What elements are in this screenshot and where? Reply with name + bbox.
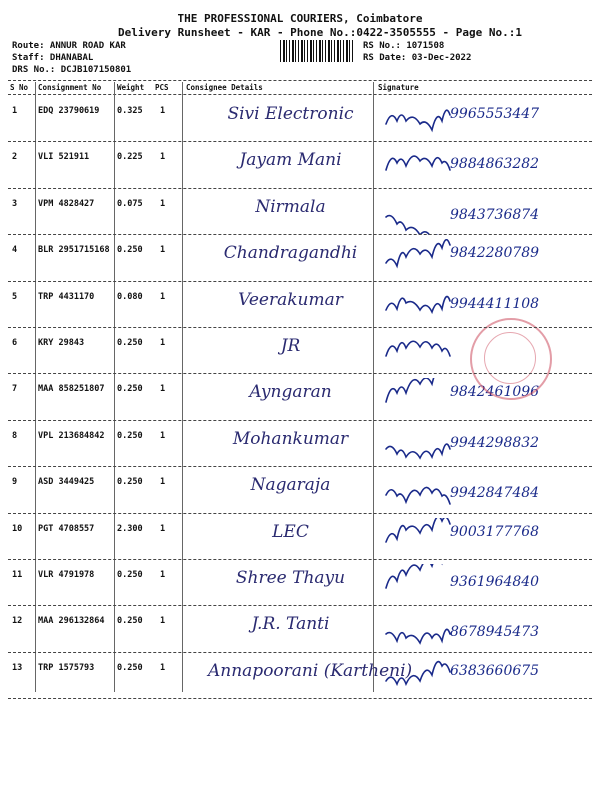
serial-number: 10	[12, 523, 23, 534]
table-row	[8, 96, 592, 146]
consignee-handwriting: JR	[280, 336, 301, 356]
row-divider	[8, 605, 592, 606]
consignee-handwriting: Sivi Electronic	[227, 104, 354, 124]
row-divider	[8, 466, 592, 467]
consignee-handwriting: Nagaraja	[250, 475, 331, 496]
serial-number: 7	[12, 384, 18, 395]
col-sno: S No	[10, 83, 29, 92]
serial-number: 2	[12, 152, 18, 163]
rs-number: RS No.: 1071508	[363, 41, 445, 51]
signature-phone-number: 9965553447	[450, 106, 540, 122]
table-row	[8, 514, 592, 564]
consignment-number: VPM 4828427	[38, 198, 95, 209]
company-title: THE PROFESSIONAL COURIERS, Coimbatore	[177, 12, 423, 25]
pieces-count: 1	[160, 477, 166, 488]
row-divider	[8, 327, 592, 328]
col-consignee: Consignee Details	[186, 83, 263, 92]
weight-value: 0.080	[117, 291, 143, 302]
pieces-count: 1	[160, 338, 166, 348]
weight-value: 0.250	[117, 245, 143, 256]
weight-value: 0.250	[117, 662, 143, 673]
consignee-handwriting: Ayngaran	[249, 382, 332, 403]
consignment-number: TRP 1575793	[38, 662, 95, 673]
weight-value: 0.250	[117, 430, 143, 441]
signature-phone-number: 8678945473	[450, 624, 540, 641]
pieces-count: 1	[160, 198, 166, 209]
weight-value: 0.250	[117, 570, 143, 580]
serial-number: 6	[12, 338, 18, 348]
signature-phone-number: 9843736874	[450, 206, 540, 223]
row-divider	[8, 652, 592, 653]
consignment-number: MAA 858251807	[38, 384, 105, 395]
weight-value: 0.075	[117, 198, 143, 209]
pieces-count: 1	[160, 291, 166, 302]
pieces-count: 1	[160, 523, 166, 534]
col-consignment: Consignment No	[38, 83, 102, 92]
row-divider	[8, 141, 592, 142]
row-divider	[8, 373, 592, 374]
consignment-number: KRY 29843	[38, 338, 85, 348]
consignment-number: TRP 4431170	[38, 291, 95, 302]
row-divider	[8, 513, 592, 514]
table-row	[8, 189, 592, 239]
staff: Staff: DHANABAL	[12, 53, 94, 63]
serial-number: 11	[12, 570, 23, 580]
consignee-handwriting: LEC	[272, 521, 309, 542]
serial-number: 5	[12, 291, 18, 302]
consignment-number: EDQ 23790619	[38, 106, 100, 116]
barcode	[280, 40, 355, 62]
weight-value: 0.250	[117, 616, 143, 627]
stamp-seal	[470, 318, 552, 400]
serial-number: 4	[12, 245, 18, 256]
serial-number: 9	[12, 477, 18, 488]
consignee-handwriting: Nirmala	[255, 196, 326, 217]
consignment-number: PGT 4708557	[38, 523, 95, 534]
col-signature: Signature	[378, 83, 419, 92]
signature-phone-number: 9842461096	[450, 384, 540, 401]
pieces-count: 1	[160, 662, 166, 673]
row-divider	[8, 234, 592, 235]
pieces-count: 1	[160, 430, 166, 441]
consignment-number: VPL 213684842	[38, 430, 105, 441]
weight-value: 0.250	[117, 338, 143, 348]
signature-phone-number: 6383660675	[450, 662, 540, 679]
consignment-number: BLR 2951715168	[38, 245, 110, 256]
signature-phone-number: 9842280789	[450, 245, 540, 262]
consignee-handwriting: J.R. Tanti	[251, 614, 330, 635]
weight-value: 0.250	[117, 384, 143, 395]
row-divider	[8, 698, 592, 699]
pieces-count: 1	[160, 245, 166, 256]
consignee-handwriting: Mohankumar	[232, 428, 349, 449]
weight-value: 0.325	[117, 106, 143, 116]
table-row	[8, 653, 592, 703]
table-top-divider	[8, 80, 592, 81]
row-divider	[8, 559, 592, 560]
consignment-number: VLI 521911	[38, 152, 90, 163]
drs-number: DRS No.: DCJB107150801	[12, 65, 132, 75]
col-pcs: PCS	[155, 83, 169, 92]
table-row	[8, 606, 592, 656]
table-row	[8, 560, 592, 610]
consignee-handwriting: Jayam Mani	[239, 150, 342, 171]
table-row	[8, 142, 592, 192]
serial-number: 1	[12, 106, 18, 116]
pieces-count: 1	[160, 570, 166, 580]
consignment-number: VLR 4791978	[38, 570, 95, 580]
pieces-count: 1	[160, 152, 166, 163]
col-weight: Weight	[117, 83, 145, 92]
table-row	[8, 235, 592, 285]
consignee-handwriting: Shree Thayu	[235, 568, 346, 588]
row-divider	[8, 188, 592, 189]
weight-value: 0.225	[117, 152, 143, 163]
route: Route: ANNUR ROAD KAR	[12, 41, 126, 51]
signature-phone-number: 9944298832	[450, 434, 540, 451]
serial-number: 8	[12, 430, 18, 441]
row-divider	[8, 420, 592, 421]
rs-date: RS Date: 03-Dec-2022	[363, 53, 472, 63]
signature-phone-number: 9884863282	[450, 156, 540, 173]
signature-phone-number: 9003177768	[450, 523, 540, 540]
serial-number: 13	[12, 662, 23, 673]
weight-value: 2.300	[117, 523, 143, 534]
signature-phone-number: 9361964840	[450, 574, 540, 590]
serial-number: 3	[12, 198, 18, 209]
row-divider	[8, 281, 592, 282]
signature-phone-number: 9944411108	[450, 295, 540, 312]
consignment-number: ASD 3449425	[38, 477, 95, 488]
consignee-handwriting: Chandragandhi	[223, 243, 358, 264]
consignment-number: MAA 296132864	[38, 616, 105, 627]
header-divider	[8, 94, 592, 95]
table-row	[8, 421, 592, 471]
pieces-count: 1	[160, 384, 166, 395]
pieces-count: 1	[160, 616, 166, 627]
consignee-handwriting: Annapoorani (Kartheni)	[208, 660, 413, 681]
table-row	[8, 467, 592, 517]
weight-value: 0.250	[117, 477, 143, 488]
pieces-count: 1	[160, 106, 166, 116]
signature-phone-number: 9942847484	[450, 485, 540, 502]
consignee-handwriting: Veerakumar	[238, 289, 343, 310]
runsheet-subtitle: Delivery Runsheet - KAR - Phone No.:0422-3505555 - Page No.:1	[118, 26, 522, 39]
serial-number: 12	[12, 616, 23, 627]
